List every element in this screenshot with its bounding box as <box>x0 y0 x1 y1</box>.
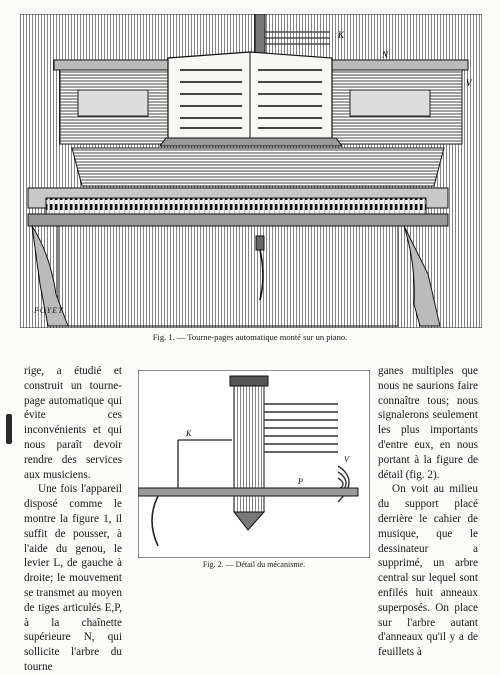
label-n: N <box>382 50 389 60</box>
text-column-right <box>378 364 478 660</box>
paragraph: ganes multiples que nous ne saurions faire connaître tous; nous signalerons seulement les plus importants d'entre eux, en nous portant à la figure de détail (fig. 2). <box>378 365 478 481</box>
paragraph: On voit au milieu du support placé derrière le cahier de musique, que le dessinateur a supprimé, un arbre central sur lequel sont enfilés huit anneaux superposés. On place sur l'arbre autant d'anneaux qu'il y a de feuillets à <box>378 483 478 659</box>
figure-2-illustration <box>138 370 370 558</box>
label-k: K <box>338 30 345 40</box>
paragraph: Une fois l'appareil disposé comme le montre la figure 1, il suffit de pousser, à l'aide du genou, le levier L, de gauche à droite; le mouvement se transmet au moyen de tiges articulés E,P, à la chaînette supérieure N, qui sollicite l'arbre du tourne <box>24 483 122 673</box>
label-p: P <box>298 477 303 486</box>
figure-1-caption: Fig. 1. — Tourne-pages automatique monté sur un piano. <box>152 332 348 342</box>
paragraph: rige, a étudié et construit un tourne-page automatique qui évite ces inconvénients et qui nous paraît devoir rendre des services aux musiciens. <box>24 365 122 481</box>
figure-2-caption: Fig. 2. — Détail du mécanisme. <box>202 560 306 569</box>
label-v: V <box>466 78 472 88</box>
illustrator-signature: POYET <box>34 306 64 315</box>
figure-1-illustration <box>20 14 482 328</box>
margin-mark <box>6 414 12 444</box>
label-v: V <box>344 455 349 464</box>
label-k: K <box>186 429 192 438</box>
text-column-left <box>24 364 122 675</box>
